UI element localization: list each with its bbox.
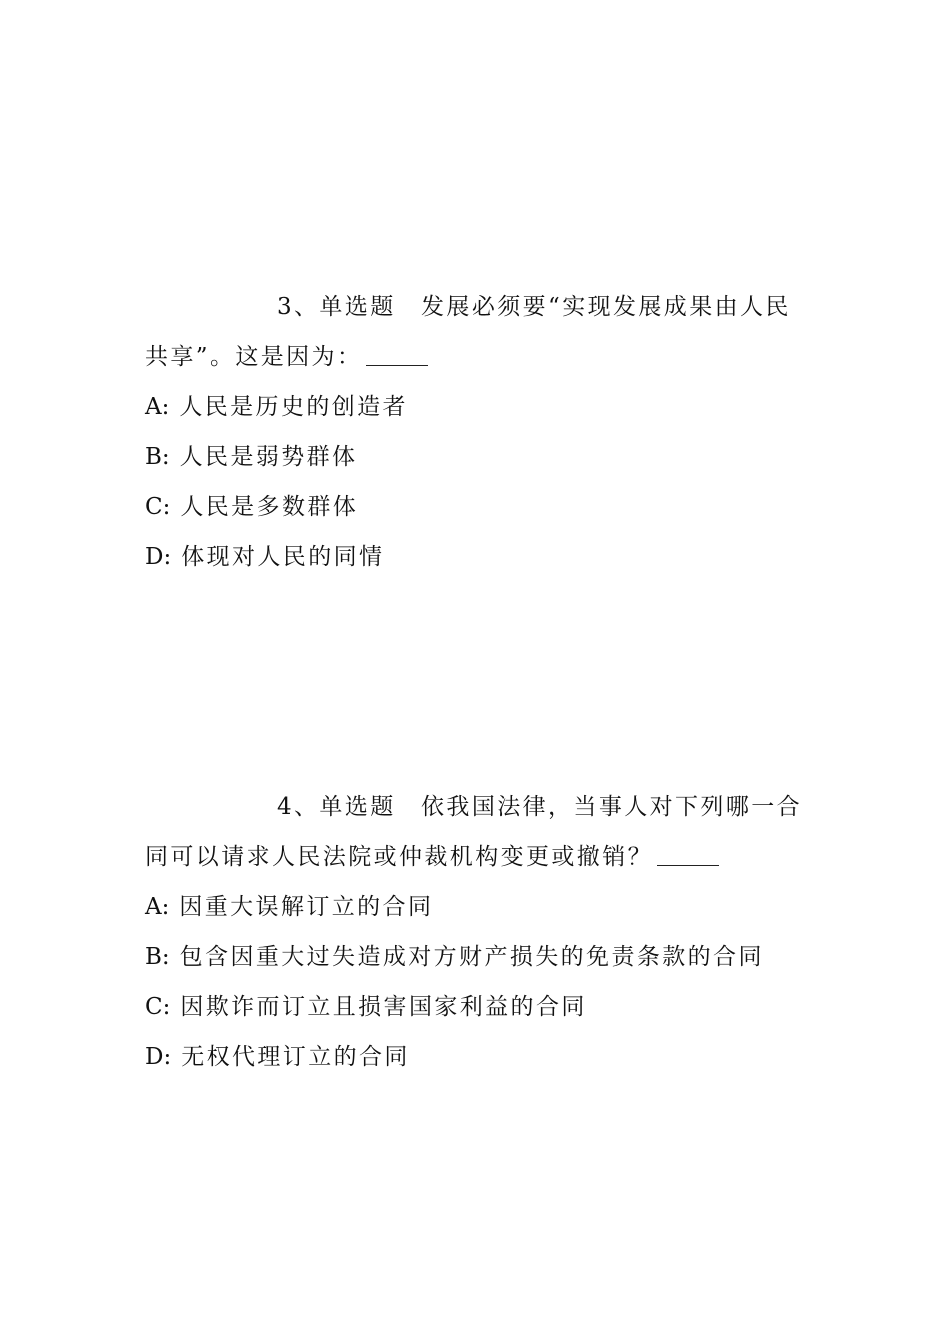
option-text: 因欺诈而订立且损害国家利益的合同	[180, 994, 587, 1020]
question-3	[145, 282, 810, 582]
option-c	[145, 982, 810, 1032]
option-label: A:	[145, 894, 170, 920]
option-text: 无权代理订立的合同	[181, 1044, 410, 1070]
question-4	[145, 782, 810, 1082]
option-label: B:	[145, 944, 170, 970]
option-label: D:	[145, 1044, 172, 1070]
question-stem-continued	[145, 332, 810, 382]
option-b	[145, 432, 810, 482]
question-stem-text: 共享”。这是因为：	[145, 344, 363, 370]
question-stem: 4、单选题 依我国法律，当事人对下列哪一合	[277, 794, 803, 820]
option-d	[145, 1032, 810, 1082]
answer-blank	[366, 342, 428, 366]
option-label: C:	[145, 994, 171, 1020]
option-label: A:	[145, 394, 170, 420]
option-a	[145, 382, 810, 432]
option-text: 体现对人民的同情	[181, 544, 385, 570]
option-text: 包含因重大过失造成对方财产损失的免责条款的合同	[179, 944, 764, 970]
option-text: 人民是弱势群体	[179, 444, 358, 470]
option-a	[145, 882, 810, 932]
question-stem-continued	[145, 832, 810, 882]
option-label: B:	[145, 444, 170, 470]
option-label: C:	[145, 494, 171, 520]
answer-blank	[657, 842, 719, 866]
option-text: 人民是多数群体	[180, 494, 359, 520]
option-text: 人民是历史的创造者	[179, 394, 408, 420]
question-stem-text: 同可以请求人民法院或仲裁机构变更或撤销？	[145, 844, 653, 870]
option-text: 因重大误解订立的合同	[179, 894, 434, 920]
option-label: D:	[145, 544, 172, 570]
option-c	[145, 482, 810, 532]
option-b	[145, 932, 810, 982]
option-d	[145, 532, 810, 582]
question-stem: 3、单选题 发展必须要“实现发展成果由人民	[277, 294, 791, 320]
